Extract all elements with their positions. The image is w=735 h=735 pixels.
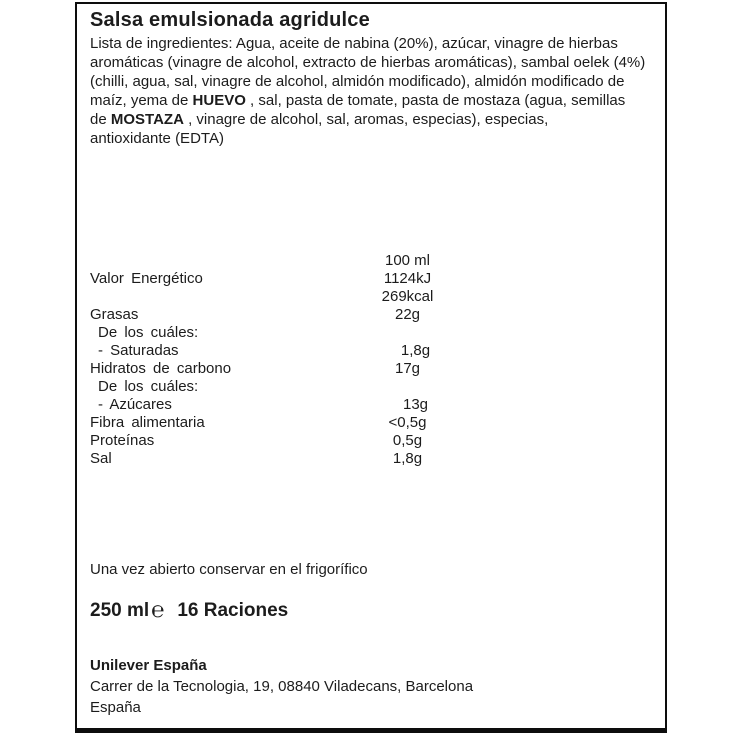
ingredients-text: de — [90, 111, 111, 128]
nutrition-header-spacer — [90, 252, 355, 270]
nutrition-label: Hidratos de carbono — [90, 360, 232, 377]
nutrition-value — [363, 378, 468, 396]
nutrition-value: 0,5g — [392, 432, 423, 449]
nutrition-label: De los cuáles: — [98, 324, 199, 341]
nutrition-label: Fibra alimentaria — [90, 414, 205, 431]
nutrition-value: 1,8g — [392, 450, 423, 467]
nutrition-row — [90, 342, 651, 360]
nutrition-label: - Saturadas — [98, 342, 179, 359]
storage-note: Una vez abierto conservar en el frigorífico — [90, 561, 368, 578]
nutrition-row — [90, 432, 651, 450]
ingredients-line — [90, 91, 651, 110]
nutrition-label: Proteínas — [90, 432, 155, 449]
ingredients-text: , vinagre de alcohol, sal, aromas, especias), especias, — [183, 111, 549, 128]
nutrition-label: De los cuáles: — [98, 378, 199, 395]
manufacturer-name: Unilever España — [90, 657, 207, 674]
nutrition-label — [90, 288, 355, 306]
product-title: Salsa emulsionada agridulce — [90, 9, 370, 31]
servings-count: 16 Raciones — [177, 600, 289, 621]
nutrition-value — [363, 324, 468, 342]
estimated-sign: ℮ — [151, 597, 165, 622]
nutrition-label: Grasas — [90, 306, 139, 323]
nutrition-value: 13g — [402, 396, 429, 413]
nutrition-value: 1124kJ — [383, 270, 432, 287]
ingredients-text: , sal, pasta de tomate, pasta de mostaza (agua, semillas — [245, 92, 626, 109]
manufacturer-address: Carrer de la Tecnologia, 19, 08840 Viladecans, Barcelona — [90, 678, 474, 695]
nutrition-table — [90, 252, 651, 468]
ingredients-line — [90, 110, 651, 129]
nutrition-row — [90, 414, 651, 432]
nutrition-value: 22g — [394, 306, 421, 323]
nutrition-value: 17g — [394, 360, 421, 377]
allergen-huevo: HUEVO — [192, 92, 246, 109]
nutrition-label: Valor Energético — [90, 270, 203, 287]
nutrition-row — [90, 270, 651, 288]
nutrition-value: <0,5g — [388, 414, 427, 431]
nutrition-label: Sal — [90, 450, 112, 467]
nutrition-value: 1,8g — [400, 342, 431, 359]
nutrition-header-row — [90, 252, 651, 270]
nutrition-row — [90, 396, 651, 414]
allergen-mostaza: MOSTAZA — [110, 111, 184, 128]
nutrition-row — [90, 450, 651, 468]
nutrition-row — [90, 378, 651, 396]
nutrition-row — [90, 360, 651, 378]
nutrition-row — [90, 306, 651, 324]
ingredients-paragraph — [90, 34, 651, 148]
ingredients-text: maíz, yema de — [90, 92, 193, 109]
nutrition-column-header: 100 ml — [384, 252, 431, 269]
manufacturer-block — [90, 655, 651, 718]
net-quantity-line — [90, 599, 651, 623]
nutrition-label: - Azúcares — [98, 396, 172, 413]
ingredients-line: Lista de ingredientes: Agua, aceite de nabina (20%), azúcar, vinagre de hierbas — [90, 35, 618, 52]
nutrition-row — [90, 324, 651, 342]
nutrition-row — [90, 288, 651, 306]
ingredients-line: antioxidante (EDTA) — [90, 130, 224, 147]
ingredients-line: aromáticas (vinagre de alcohol, extracto de hierbas aromáticas), sambal oelek (4%) — [90, 54, 646, 71]
ingredients-line: (chilli, agua, sal, vinagre de alcohol, almidón modificado), almidón modificado de — [90, 73, 625, 90]
manufacturer-country: España — [90, 699, 141, 716]
nutrition-value: 269kcal — [381, 288, 434, 305]
net-volume: 250 ml — [90, 600, 150, 621]
label-border-box — [75, 2, 667, 733]
